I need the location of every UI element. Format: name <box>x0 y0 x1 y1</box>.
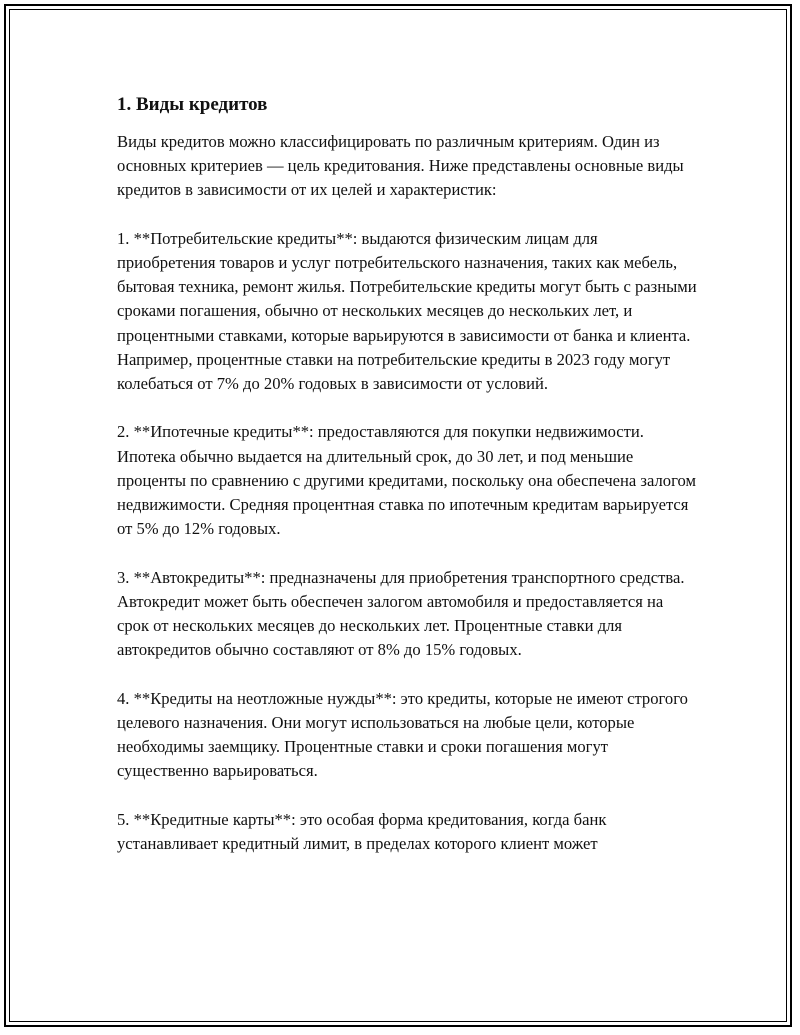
mortgage-paragraph: 2. **Ипотечные кредиты**: предоставляются для покупки недвижимости. Ипотека обычно выдается на длительный срок, до 30 лет, и под меньшие проценты по сравнению с другими кредитами, поскольку она обеспечена залогом недвижимости. Средняя процентная ставка по ипотечным кредитам варьируется от 5% до 12% годовых. <box>117 422 696 539</box>
credit-cards-paragraph: 5. **Кредитные карты**: это особая форма кредитования, когда банк устанавливает кредитный лимит, в пределах которого клиент может <box>117 809 607 853</box>
document-body <box>117 93 697 880</box>
section-heading: 1. Виды кредитов <box>117 94 268 115</box>
intro-paragraph: Виды кредитов можно классифицировать по различным критериям. Один из основных критериев — цель кредитования. Ниже представлены основные виды кредитов в зависимости от их целей и характеристик: <box>117 132 684 200</box>
urgent-needs-paragraph: 4. **Кредиты на неотложные нужды**: это кредиты, которые не имеют строгого целевого назначения. Они могут использоваться на любые цели, которые необходимы заемщику. Процентные ставки и сроки погашения могут существенно варьироваться. <box>117 688 688 781</box>
auto-loans-paragraph: 3. **Автокредиты**: предназначены для приобретения транспортного средства. Автокредит может быть обеспечен залогом автомобиля и предоставляется на срок от нескольких месяцев до нескольких лет. Процентные ставки для автокредитов обычно составляют от 8% до 15% годовых. <box>117 567 685 660</box>
consumer-loans-paragraph: 1. **Потребительские кредиты**: выдаются физическим лицам для приобретения товаров и услуг потребительского назначения, таких как мебель, бытовая техника, ремонт жилья. Потребительские кредиты могут быть с разными сроками погашения, обычно от нескольких месяцев до нескольких лет, и процентными ставками, которые варьируются в зависимости от банка и клиента. Например, процентные ставки на потребительские кредиты в 2023 году могут колебаться от 7% до 20% годовых в зависимости от условий. <box>117 228 697 394</box>
